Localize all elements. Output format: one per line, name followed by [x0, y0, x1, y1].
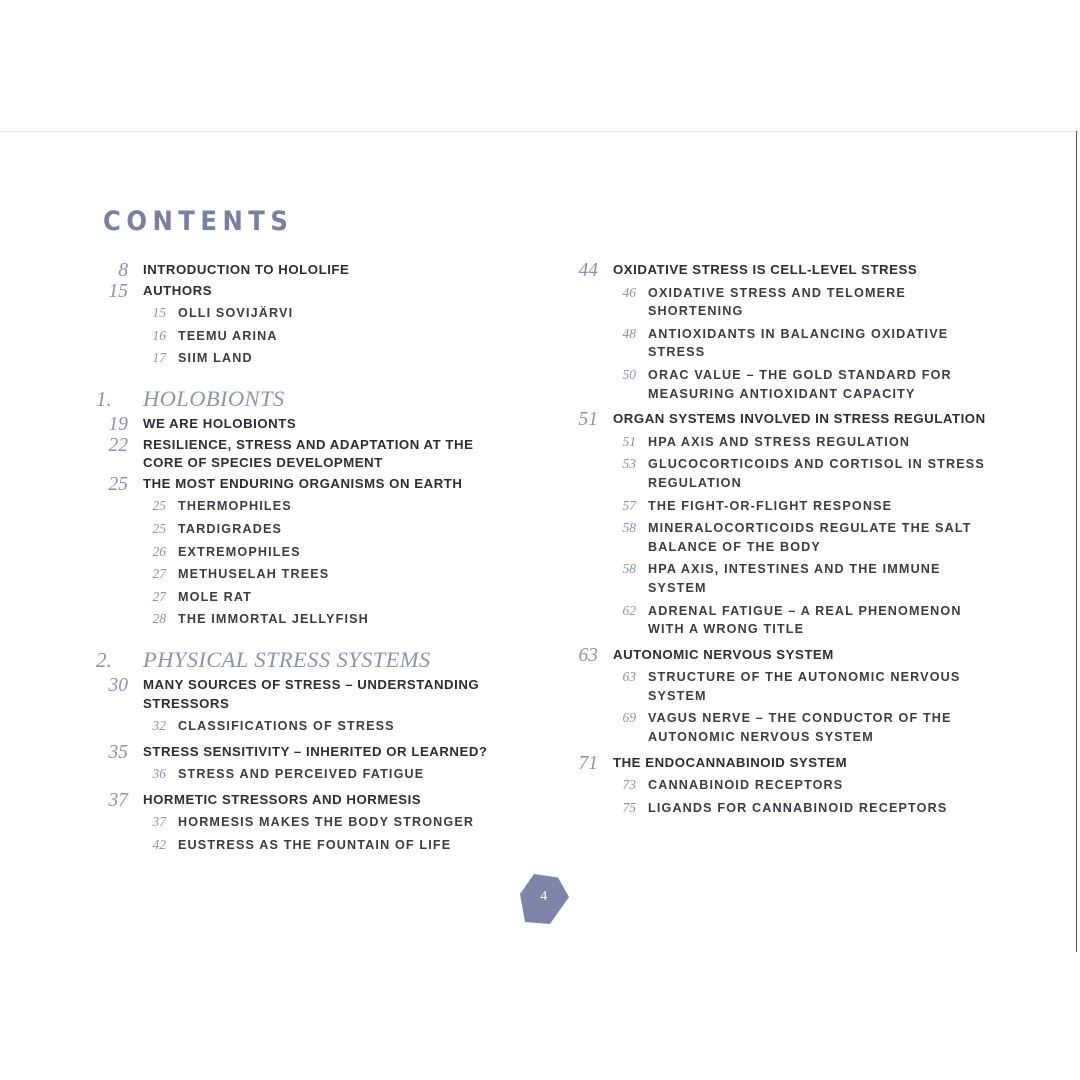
- toc-entry-label: THE FIGHT-OR-FLIGHT RESPONSE: [648, 498, 893, 513]
- toc-entry-label: HORMESIS MAKES THE BODY STRONGER: [178, 815, 475, 830]
- toc-entry-secondary[interactable]: [96, 717, 496, 736]
- toc-entry-page-number: 62: [622, 602, 636, 618]
- toc-entry-secondary[interactable]: [96, 304, 496, 323]
- toc-entry-label: METHUSELAH TREES: [178, 567, 330, 582]
- toc-entry-secondary[interactable]: [96, 836, 496, 855]
- toc-entry-secondary[interactable]: [96, 349, 496, 368]
- toc-entry-label: HPA AXIS, INTESTINES AND THE IMMUNE SYSTEM: [648, 562, 941, 595]
- toc-entry-page-number: 58: [622, 520, 636, 536]
- page-title: CONTENTS: [103, 206, 294, 237]
- page-top-rule: [0, 131, 1078, 132]
- toc-entry-label: THE MOST ENDURING ORGANISMS ON EARTH: [143, 475, 463, 491]
- toc-entry-label: VAGUS NERVE – THE CONDUCTOR OF THE AUTONOMIC NERVOUS SYSTEM: [648, 711, 952, 745]
- toc-entry-secondary[interactable]: [566, 433, 996, 452]
- toc-entry-label: GLUCOCORTICOIDS AND CORTISOL IN STRESS REGULATION: [648, 457, 985, 490]
- toc-entry-page-number: 37: [152, 814, 166, 830]
- toc-entry-page-number: 44: [578, 260, 598, 281]
- toc-entry-secondary[interactable]: [566, 709, 996, 746]
- toc-chapter-number: 1.: [96, 386, 112, 411]
- toc-entry-label: OLLI SOVIJÄRVI: [178, 306, 294, 321]
- toc-entry-secondary[interactable]: [566, 366, 996, 403]
- toc-entry-label: EUSTRESS AS THE FOUNTAIN OF LIFE: [178, 838, 452, 853]
- toc-entry-label: HPA AXIS AND STRESS REGULATION: [648, 434, 911, 449]
- toc-entry-label: MOLE RAT: [178, 589, 253, 604]
- toc-entry-primary[interactable]: [566, 645, 996, 665]
- toc-entry-label: STRESS SENSITIVITY – INHERITED OR LEARNED?: [143, 743, 488, 759]
- toc-entry-label: INTRODUCTION TO HOLOLIFE: [143, 262, 350, 277]
- toc-entry-secondary[interactable]: [566, 668, 996, 705]
- toc-entry-page-number: 50: [622, 366, 636, 382]
- toc-entry-secondary[interactable]: [566, 602, 996, 639]
- toc-chapter-row[interactable]: [96, 647, 496, 673]
- toc-entry-primary[interactable]: [566, 260, 996, 280]
- toc-entry-page-number: 51: [622, 433, 636, 449]
- toc-entry-primary[interactable]: [96, 675, 496, 713]
- toc-entry-label: ORAC VALUE – THE GOLD STANDARD FOR MEASURING ANTIOXIDANT CAPACITY: [648, 367, 952, 401]
- page-number-badge: [519, 874, 569, 924]
- toc-entry-label: MINERALOCORTICOIDS REGULATE THE SALT BALANCE OF THE BODY: [648, 521, 972, 554]
- toc-entry-page-number: 8: [118, 260, 128, 281]
- toc-entry-page-number: 42: [152, 837, 166, 853]
- toc-entry-label: AUTONOMIC NERVOUS SYSTEM: [613, 646, 834, 662]
- toc-entry-page-number: 75: [622, 799, 636, 815]
- toc-entry-page-number: 22: [108, 434, 128, 456]
- toc-entry-label: CANNABINOID RECEPTORS: [648, 778, 844, 793]
- toc-entry-label: THE IMMORTAL JELLYFISH: [178, 612, 369, 627]
- toc-entry-page-number: 25: [152, 498, 166, 514]
- toc-entry-secondary[interactable]: [566, 497, 996, 516]
- toc-entry-page-number: 53: [622, 456, 636, 472]
- toc-entry-page-number: 27: [152, 588, 166, 604]
- toc-entry-secondary[interactable]: [566, 776, 996, 795]
- toc-entry-primary[interactable]: [96, 742, 496, 762]
- toc-entry-primary[interactable]: [96, 414, 496, 434]
- toc-entry-page-number: 51: [578, 409, 598, 431]
- toc-entry-page-number: 26: [152, 543, 166, 559]
- toc-entry-page-number: 35: [108, 741, 128, 763]
- toc-column-left: [96, 260, 496, 859]
- toc-entry-secondary[interactable]: [566, 799, 996, 818]
- toc-entry-secondary[interactable]: [96, 497, 496, 516]
- toc-entry-label: TEEMU ARINA: [178, 328, 278, 343]
- toc-chapter-title: PHYSICAL STRESS SYSTEMS: [143, 646, 431, 672]
- toc-entry-page-number: 37: [108, 789, 128, 811]
- toc-entry-page-number: 36: [152, 766, 166, 782]
- toc-chapter-title: HOLOBIONTS: [143, 385, 285, 411]
- toc-entry-label: WE ARE HOLOBIONTS: [143, 415, 297, 431]
- toc-entry-page-number: 32: [152, 718, 166, 734]
- toc-entry-label: OXIDATIVE STRESS AND TELOMERE SHORTENING: [648, 285, 906, 319]
- toc-entry-secondary[interactable]: [566, 560, 996, 597]
- toc-entry-secondary[interactable]: [96, 520, 496, 539]
- toc-entry-secondary[interactable]: [566, 284, 996, 321]
- toc-entry-secondary[interactable]: [96, 327, 496, 346]
- toc-entry-label: CLASSIFICATIONS OF STRESS: [178, 719, 395, 734]
- toc-entry-label: RESILIENCE, STRESS AND ADAPTATION AT THE CORE OF SPECIES DEVELOPMENT: [143, 436, 474, 471]
- toc-entry-label: STRESS AND PERCEIVED FATIGUE: [178, 767, 425, 782]
- toc-entry-secondary[interactable]: [96, 813, 496, 832]
- toc-entry-secondary[interactable]: [96, 610, 496, 629]
- toc-entry-label: ORGAN SYSTEMS INVOLVED IN STRESS REGULATION: [613, 411, 986, 427]
- toc-entry-secondary[interactable]: [566, 455, 996, 492]
- toc-entry-primary[interactable]: [96, 435, 496, 473]
- toc-entry-page-number: 73: [622, 777, 636, 793]
- toc-entry-secondary[interactable]: [96, 765, 496, 784]
- toc-entry-label: OXIDATIVE STRESS IS CELL-LEVEL STRESS: [613, 262, 918, 277]
- toc-chapter-row[interactable]: [96, 386, 496, 412]
- toc-entry-label: THERMOPHILES: [178, 499, 292, 514]
- toc-entry-page-number: 25: [108, 473, 128, 495]
- toc-entry-page-number: 15: [108, 280, 128, 302]
- toc-entry-page-number: 16: [152, 327, 166, 343]
- toc-entry-primary[interactable]: [96, 260, 496, 280]
- toc-entry-label: HORMETIC STRESSORS AND HORMESIS: [143, 791, 422, 807]
- toc-entry-page-number: 27: [152, 566, 166, 582]
- toc-entry-label: ANTIOXIDANTS IN BALANCING OXIDATIVE STRESS: [648, 326, 949, 360]
- toc-entry-page-number: 25: [152, 520, 166, 536]
- toc-entry-label: MANY SOURCES OF STRESS – UNDERSTANDING STRESSORS: [143, 676, 480, 711]
- toc-entry-page-number: 57: [622, 497, 636, 513]
- toc-entry-page-number: 71: [578, 752, 598, 774]
- page-number-label: 4: [540, 889, 548, 904]
- toc-entry-label: TARDIGRADES: [178, 521, 283, 536]
- toc-entry-page-number: 15: [152, 305, 166, 321]
- toc-entry-page-number: 69: [622, 710, 636, 726]
- toc-entry-page-number: 19: [108, 413, 128, 435]
- toc-entry-label: THE ENDOCANNABINOID SYSTEM: [613, 754, 848, 770]
- toc-entry-page-number: 17: [152, 350, 166, 366]
- page-right-rule: [1076, 131, 1077, 952]
- toc-entry-secondary[interactable]: [566, 325, 996, 362]
- toc-entry-label: EXTREMOPHILES: [178, 544, 301, 559]
- toc-entry-page-number: 30: [108, 674, 128, 696]
- toc-chapter-number: 2.: [96, 647, 112, 672]
- toc-entry-primary[interactable]: [566, 409, 996, 429]
- toc-entry-secondary[interactable]: [96, 588, 496, 607]
- toc-entry-page-number: 46: [622, 284, 636, 300]
- toc-entry-page-number: 28: [152, 611, 166, 627]
- toc-entry-page-number: 63: [578, 644, 598, 666]
- toc-entry-label: AUTHORS: [143, 282, 213, 298]
- toc-entry-primary[interactable]: [96, 790, 496, 810]
- toc-entry-secondary[interactable]: [96, 543, 496, 562]
- toc-entry-primary[interactable]: [96, 281, 496, 301]
- toc-entry-page-number: 48: [622, 325, 636, 341]
- toc-entry-primary[interactable]: [566, 753, 996, 773]
- toc-entry-secondary[interactable]: [96, 565, 496, 584]
- toc-entry-label: LIGANDS FOR CANNABINOID RECEPTORS: [648, 800, 948, 815]
- toc-column-right: [566, 260, 996, 821]
- toc-entry-secondary[interactable]: [566, 519, 996, 556]
- toc-entry-primary[interactable]: [96, 474, 496, 494]
- toc-entry-page-number: 58: [622, 561, 636, 577]
- toc-entry-label: STRUCTURE OF THE AUTONOMIC NERVOUS SYSTEM: [648, 670, 961, 703]
- toc-entry-label: ADRENAL FATIGUE – A REAL PHENOMENON WITH A WRONG TITLE: [648, 603, 962, 637]
- toc-entry-label: SIIM LAND: [178, 351, 253, 366]
- toc-entry-page-number: 63: [622, 669, 636, 685]
